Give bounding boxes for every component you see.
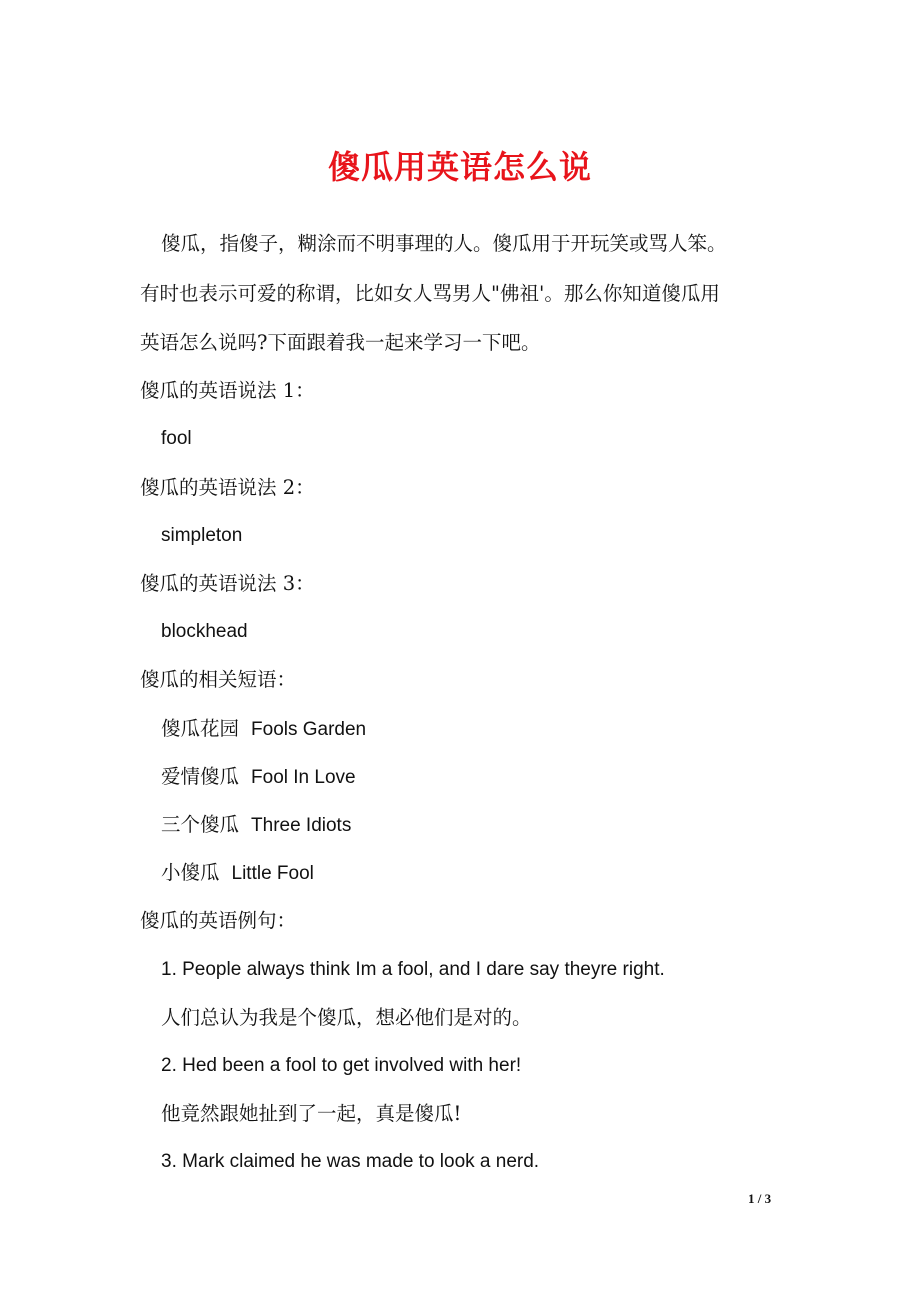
phrase-item <box>161 810 351 841</box>
document-title: 傻瓜用英语怎么说 <box>327 148 592 186</box>
example-en-1: 1. People always think Im a fool, and I dare say theyre right. <box>161 959 665 980</box>
example-cn-2: 他竟然跟她扯到了一起，真是傻瓜! <box>161 1102 462 1125</box>
saying-heading-2: 傻瓜的英语说法 2： <box>140 476 315 499</box>
examples-heading: 傻瓜的英语例句： <box>140 909 297 932</box>
phrase-cn: 傻瓜花园 <box>161 717 240 740</box>
phrase-item <box>161 858 314 889</box>
phrase-en: Fool In Love <box>251 767 356 788</box>
saying-heading-1: 傻瓜的英语说法 1： <box>140 379 315 402</box>
example-en-3: 3. Mark claimed he was made to look a nerd. <box>161 1151 540 1172</box>
example-cn-1: 人们总认为我是个傻瓜，想必他们是对的。 <box>161 1006 532 1029</box>
phrase-cn: 三个傻瓜 <box>161 813 240 836</box>
saying-word-1: fool <box>161 428 192 449</box>
page-number: 1 / 3 <box>748 1191 772 1206</box>
phrases-heading: 傻瓜的相关短语： <box>140 668 297 691</box>
phrase-en: Fools Garden <box>251 719 367 740</box>
saying-word-3: blockhead <box>161 621 248 642</box>
phrase-en: Three Idiots <box>251 815 352 836</box>
intro-line-3: 英语怎么说吗?下面跟着我一起来学习一下吧。 <box>140 331 541 354</box>
phrase-en: Little Fool <box>231 863 314 884</box>
phrase-cn: 爱情傻瓜 <box>161 765 240 788</box>
saying-heading-3: 傻瓜的英语说法 3： <box>140 572 315 595</box>
intro-line-2: 有时也表示可爱的称谓，比如女人骂男人"佛祖'。那么你知道傻瓜用 <box>140 282 720 305</box>
example-en-2: 2. Hed been a fool to get involved with her! <box>161 1055 522 1076</box>
phrase-cn: 小傻瓜 <box>161 861 220 884</box>
phrase-item <box>161 714 366 745</box>
saying-word-2: simpleton <box>161 525 243 546</box>
intro-line-1: 傻瓜，指傻子，糊涂而不明事理的人。傻瓜用于开玩笑或骂人笨。 <box>161 232 727 255</box>
phrase-item <box>161 762 356 793</box>
